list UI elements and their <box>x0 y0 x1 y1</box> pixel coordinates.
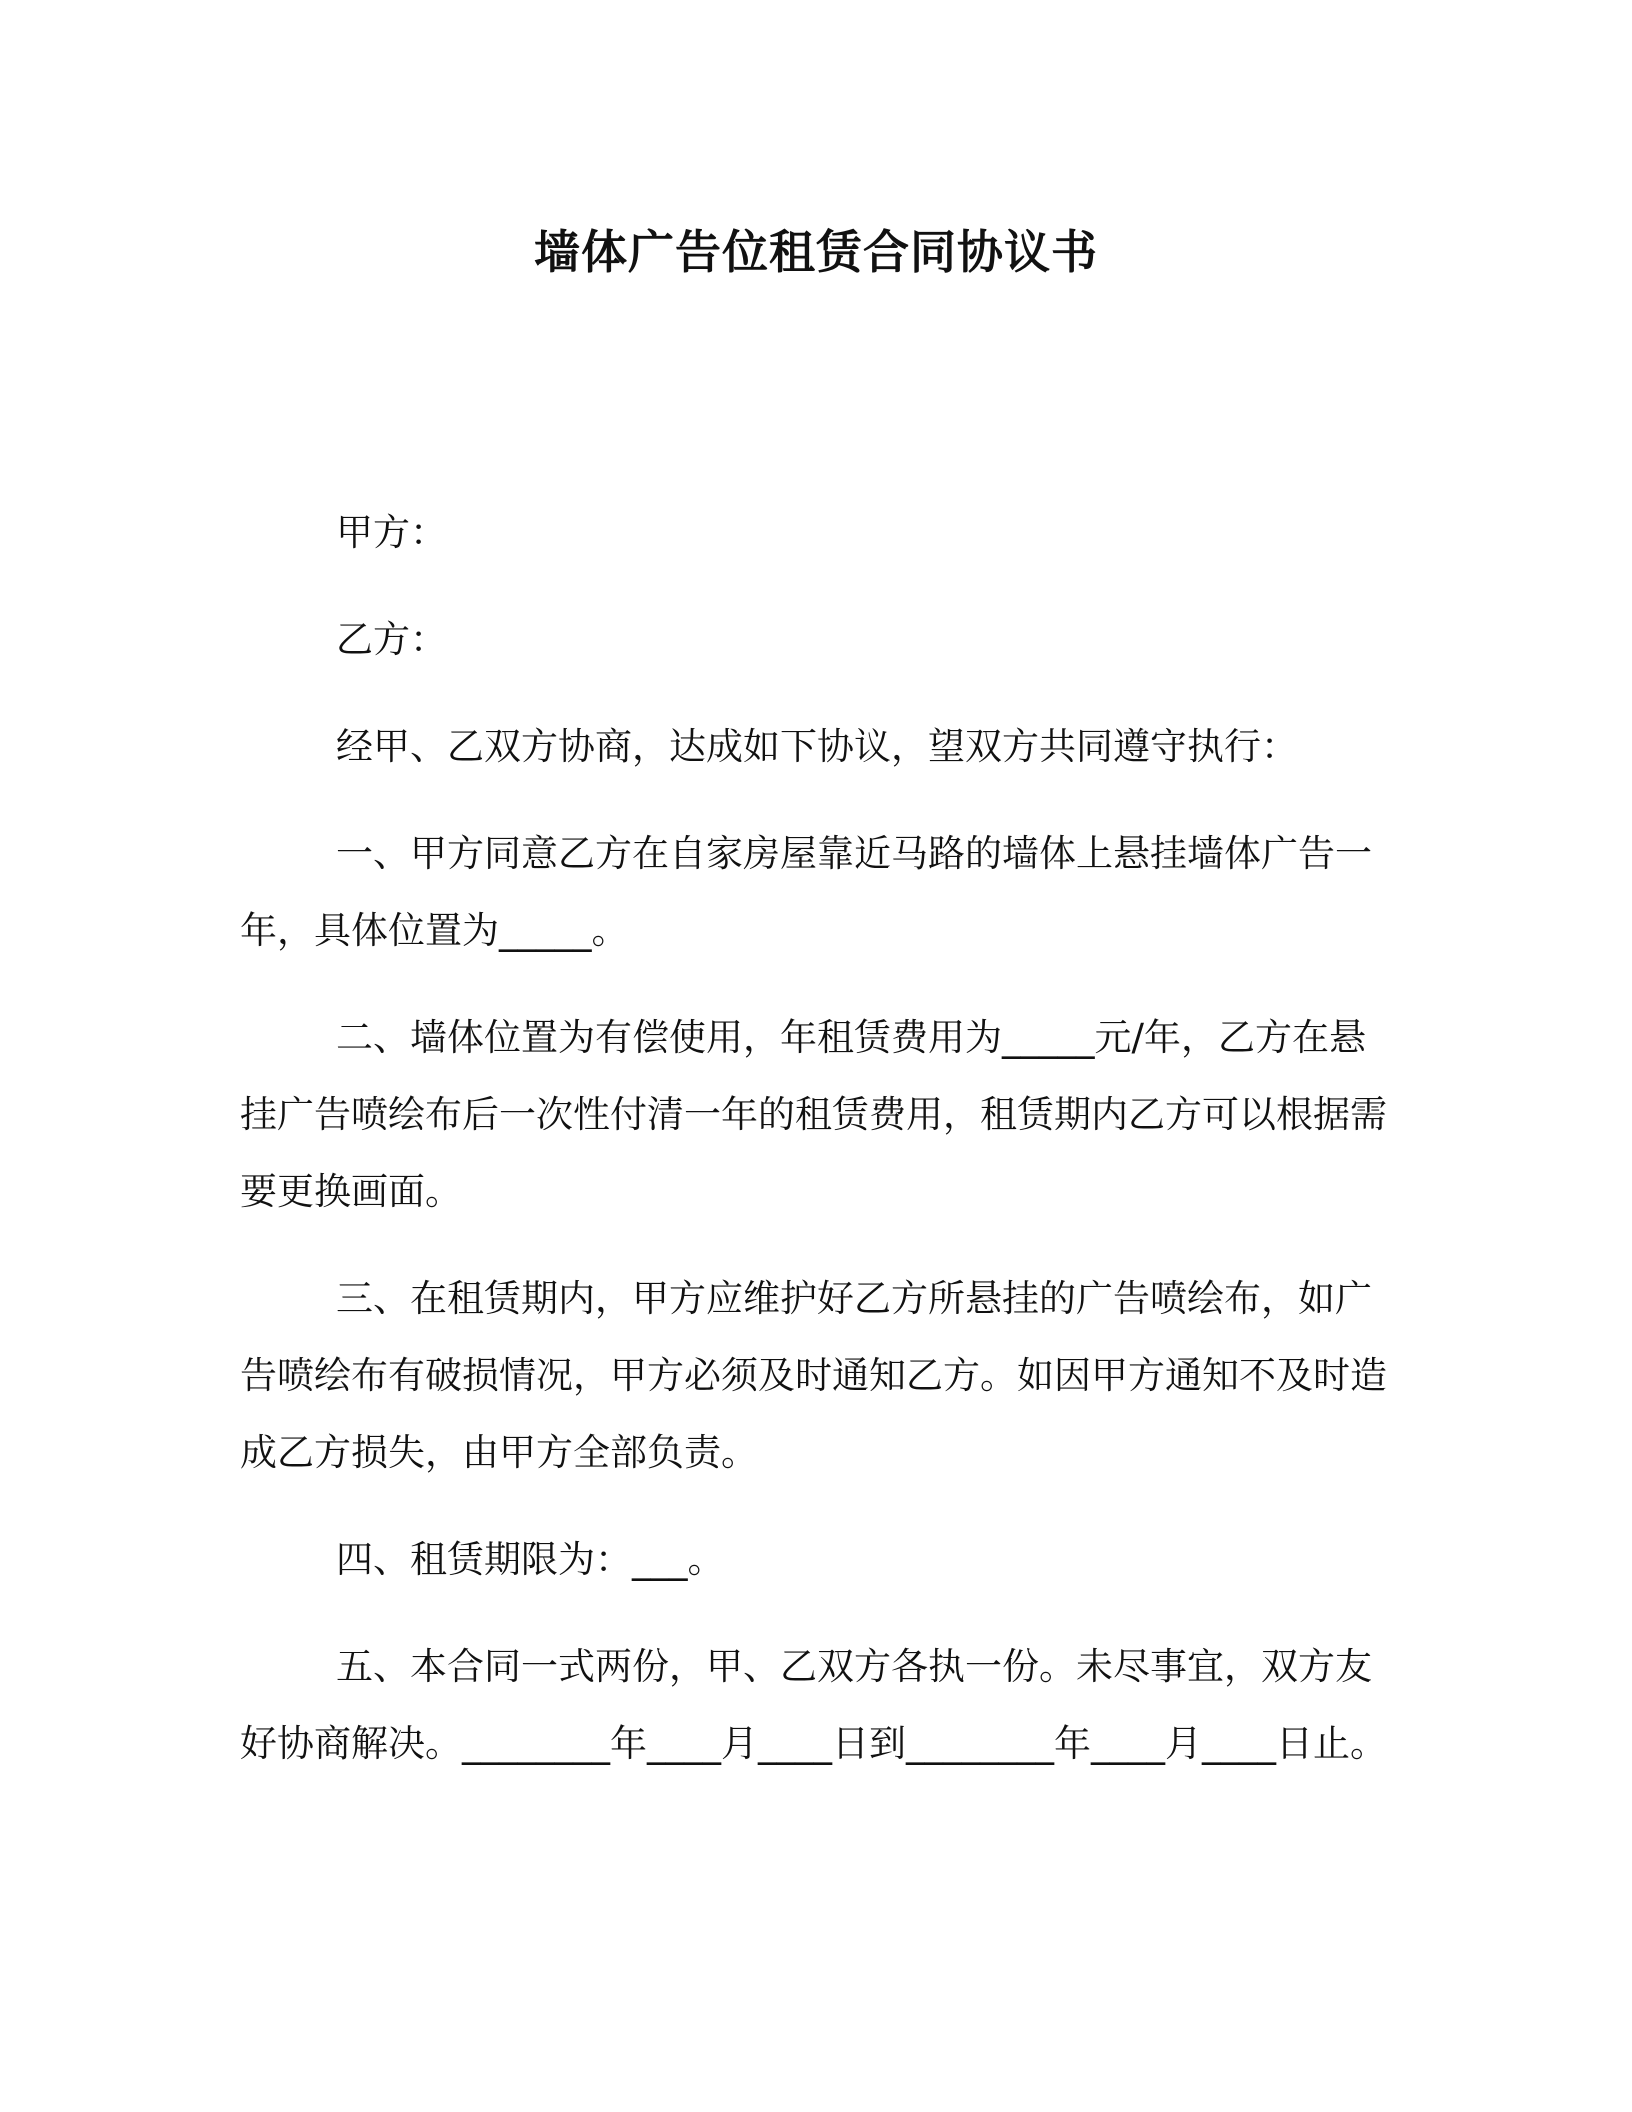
document-body <box>240 494 1390 1812</box>
clause-2: 二、墙体位置为有偿使用，年租赁费用为_____元/年，乙方在悬挂广告喷绘布后一次性付清一年的租赁费用，租赁期内乙方可以根据需要更换画面。 <box>240 1016 1387 1213</box>
party-a-line: 甲方： <box>336 511 447 554</box>
party-b-line: 乙方： <box>336 618 447 661</box>
intro-paragraph: 经甲、乙双方协商，达成如下协议，望双方共同遵守执行： <box>336 725 1298 768</box>
clause-4: 四、租赁期限为：___。 <box>336 1538 725 1581</box>
clause-5: 五、本合同一式两份，甲、乙双方各执一份。未尽事宜，双方友好协商解决。________年____月____日到________年____月____日止。 <box>240 1645 1387 1765</box>
clause-1: 一、甲方同意乙方在自家房屋靠近马路的墙体上悬挂墙体广告一年，具体位置为_____。 <box>240 832 1372 952</box>
document-title: 墙体广告位租赁合同协议书 <box>534 225 1098 279</box>
clause-3: 三、在租赁期内，甲方应维护好乙方所悬挂的广告喷绘布，如广告喷绘布有破损情况，甲方必须及时通知乙方。如因甲方通知不及时造成乙方损失，由甲方全部负责。 <box>240 1277 1387 1474</box>
